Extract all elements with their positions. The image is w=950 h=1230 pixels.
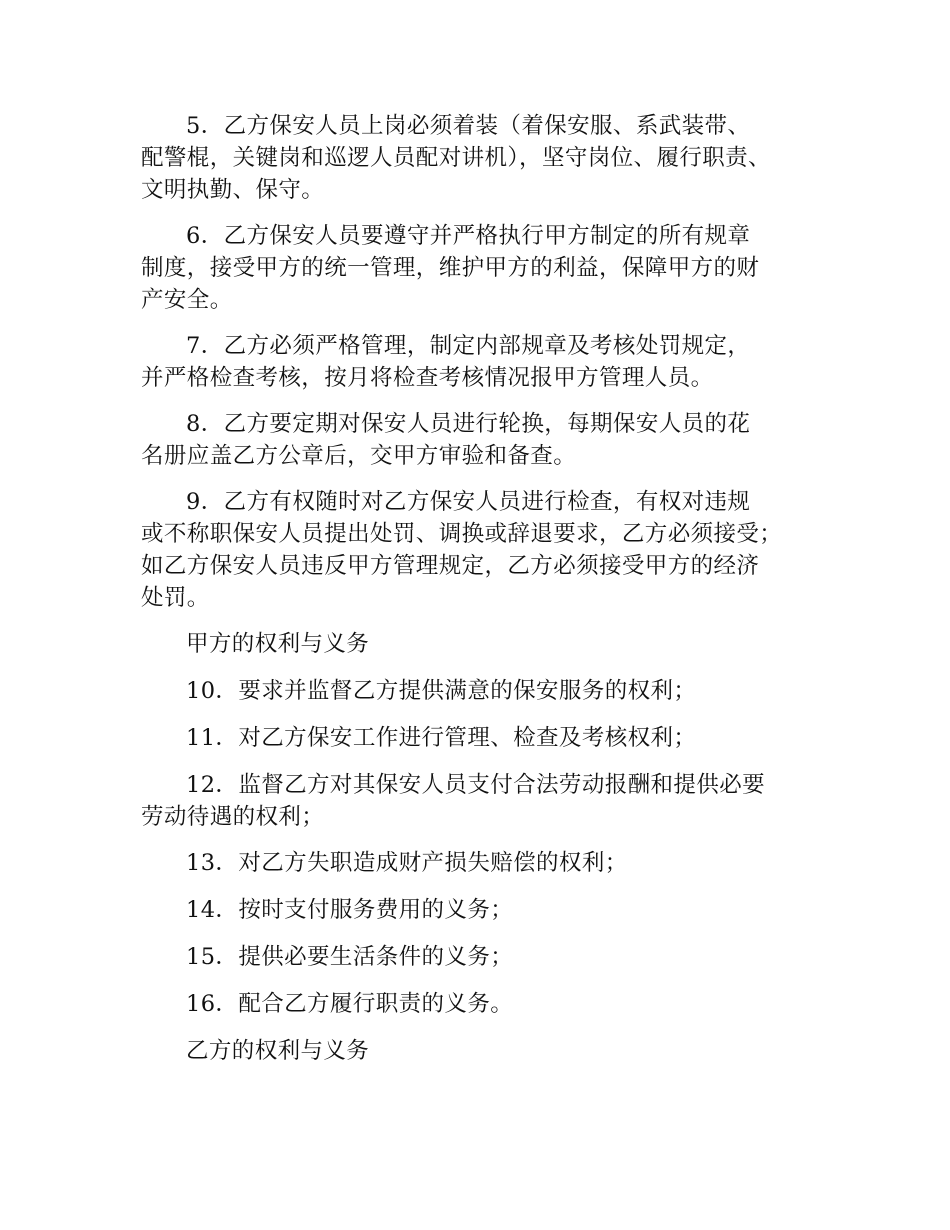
clause-7: 7．乙方必须严格管理，制定内部规章及考核处罚规定， 并严格检查考核，按月将检查考核情况报甲方管理人员。 [141,333,751,391]
clause-8: 8．乙方要定期对保安人员进行轮换，每期保安人员的花 名册应盖乙方公章后，交甲方审验和备查。 [141,411,751,469]
clause-9: 9．乙方有权随时对乙方保安人员进行检查，有权对违规 或不称职保安人员提出处罚、调换或辞退要求，乙方必须接受； 如乙方保安人员违反甲方管理规定，乙方必须接受甲方的经济 处罚。 [141,489,783,611]
clause-6: 6．乙方保安人员要遵守并严格执行甲方制定的所有规章 制度，接受甲方的统一管理，维护甲方的利益，保障甲方的财 产安全。 [141,223,760,313]
clause-12: 12．监督乙方对其保安人员支付合法劳动报酬和提供必要 劳动待遇的权利； [141,772,766,830]
document-body [141,110,831,1082]
section-heading-party-b: 乙方的权利与义务 [186,1038,370,1064]
clause-16: 16．配合乙方履行职责的义务。 [186,991,514,1017]
clause-15: 15．提供必要生活条件的义务； [186,944,514,970]
clause-10: 10．要求并监督乙方提供满意的保安服务的权利； [186,678,697,704]
clause-11: 11．对乙方保安工作进行管理、检查及考核权利； [186,725,697,751]
clause-14: 14．按时支付服务费用的义务； [186,897,514,923]
clause-13: 13．对乙方失职造成财产损失赔偿的权利； [186,850,628,876]
clause-5: 5．乙方保安人员上岗必须着装（着保安服、系武装带、 配警棍，关键岗和巡逻人员配对讲机），坚守岗位、履行职责、 文明执勤、保守。 [141,113,771,203]
section-heading-party-a: 甲方的权利与义务 [186,631,370,657]
